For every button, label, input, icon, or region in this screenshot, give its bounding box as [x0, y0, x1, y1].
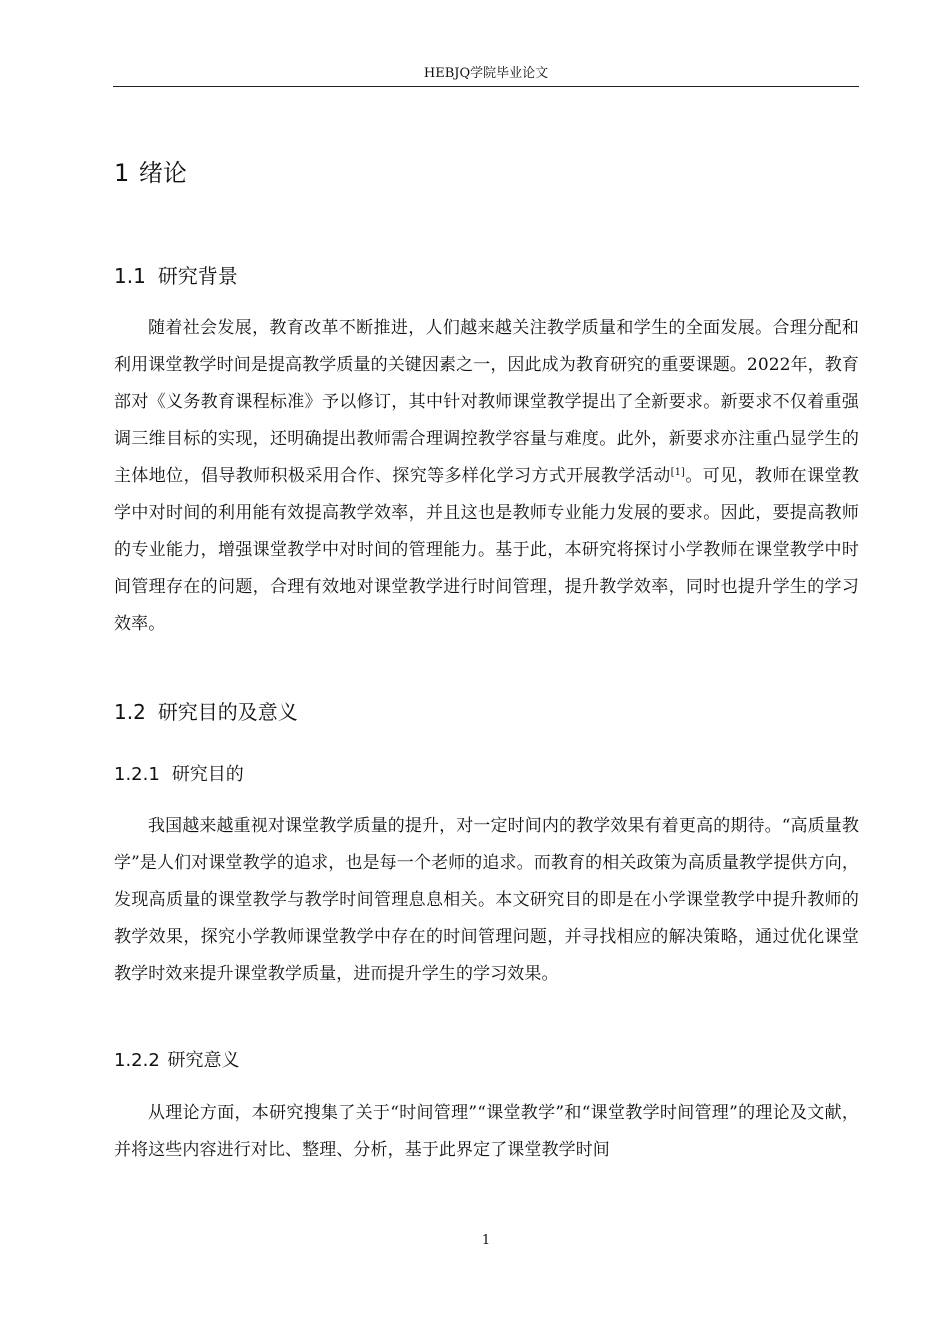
chapter-number: 1 — [114, 159, 130, 187]
section-heading-purpose-significance — [114, 698, 298, 726]
section-title: 研究背景 — [157, 264, 238, 288]
background-paragraph — [114, 310, 859, 643]
page-number: 1 — [481, 1233, 491, 1248]
significance-paragraph: 从理论方面，本研究搜集了关于“时间管理”“课堂教学”和“课堂教学时间管理”的理论及文献，并将这些内容进行对比、整理、分析，基于此界定了课堂教学时间 — [114, 1103, 859, 1160]
section-number: 1.1 — [114, 264, 146, 288]
subsection-number: 1.2.2 — [114, 1050, 160, 1071]
subsection-heading-purpose — [114, 762, 244, 788]
subsection-number: 1.2.1 — [114, 764, 160, 785]
section-heading-background — [114, 262, 238, 290]
citation-reference: [1] — [670, 467, 686, 478]
section-title: 研究目的及意义 — [157, 700, 298, 724]
background-text-part-1: 随着社会发展，教育改革不断推进，人们越来越关注教学质量和学生的全面发展。合理分配和利用课堂教学时间是提高教学质量的关键因素之一，因此成为教育研究的重要课题。2022年，教育部对《义务教育课程标准》予以修订，其中针对教师课堂教学提出了全新要求。新要求不仅着重强调三维目标的实现，还明确提出教师需合理调控教学容量与难度。此外，新要求亦注重凸显学生的主体地位，倡导教师积极采用合作、探究等多样化学习方式开展教学活动 — [114, 318, 859, 486]
header-divider — [113, 86, 859, 87]
chapter-title: 绪论 — [138, 159, 187, 187]
chapter-heading — [114, 157, 187, 189]
purpose-paragraph: 我国越来越重视对课堂教学质量的提升，对一定时间内的教学效果有着更高的期待。“高质量教学”是人们对课堂教学的追求，也是每一个老师的追求。而教育的相关政策为高质量教学提供方向，发现高质量的课堂教学与教学时间管理息息相关。本文研究目的即是在小学课堂教学中提升教师的教学效果，探究小学教师课堂教学中存在的时间管理问题，并寻找相应的解决策略，通过优化课堂教学时效来提升课堂教学质量，进而提升学生的学习效果。 — [114, 816, 859, 984]
background-text-part-2: 。可见，教师在课堂教学中对时间的利用能有效提高教学效率，并且这也是教师专业能力发展的要求。因此，要提高教师的专业能力，增强课堂教学中对时间的管理能力。基于此，本研究将探讨小学教师在课堂教学中时间管理存在的问题，合理有效地对课堂教学进行时间管理，提升教学效率，同时也提升学生的学习效率。 — [114, 466, 859, 634]
running-header: HEBJQ学院毕业论文 — [423, 66, 549, 81]
subsection-title: 研究目的 — [171, 764, 244, 785]
subsection-title: 研究意义 — [167, 1050, 240, 1071]
section-number: 1.2 — [114, 700, 146, 724]
subsection-heading-significance — [114, 1048, 240, 1074]
